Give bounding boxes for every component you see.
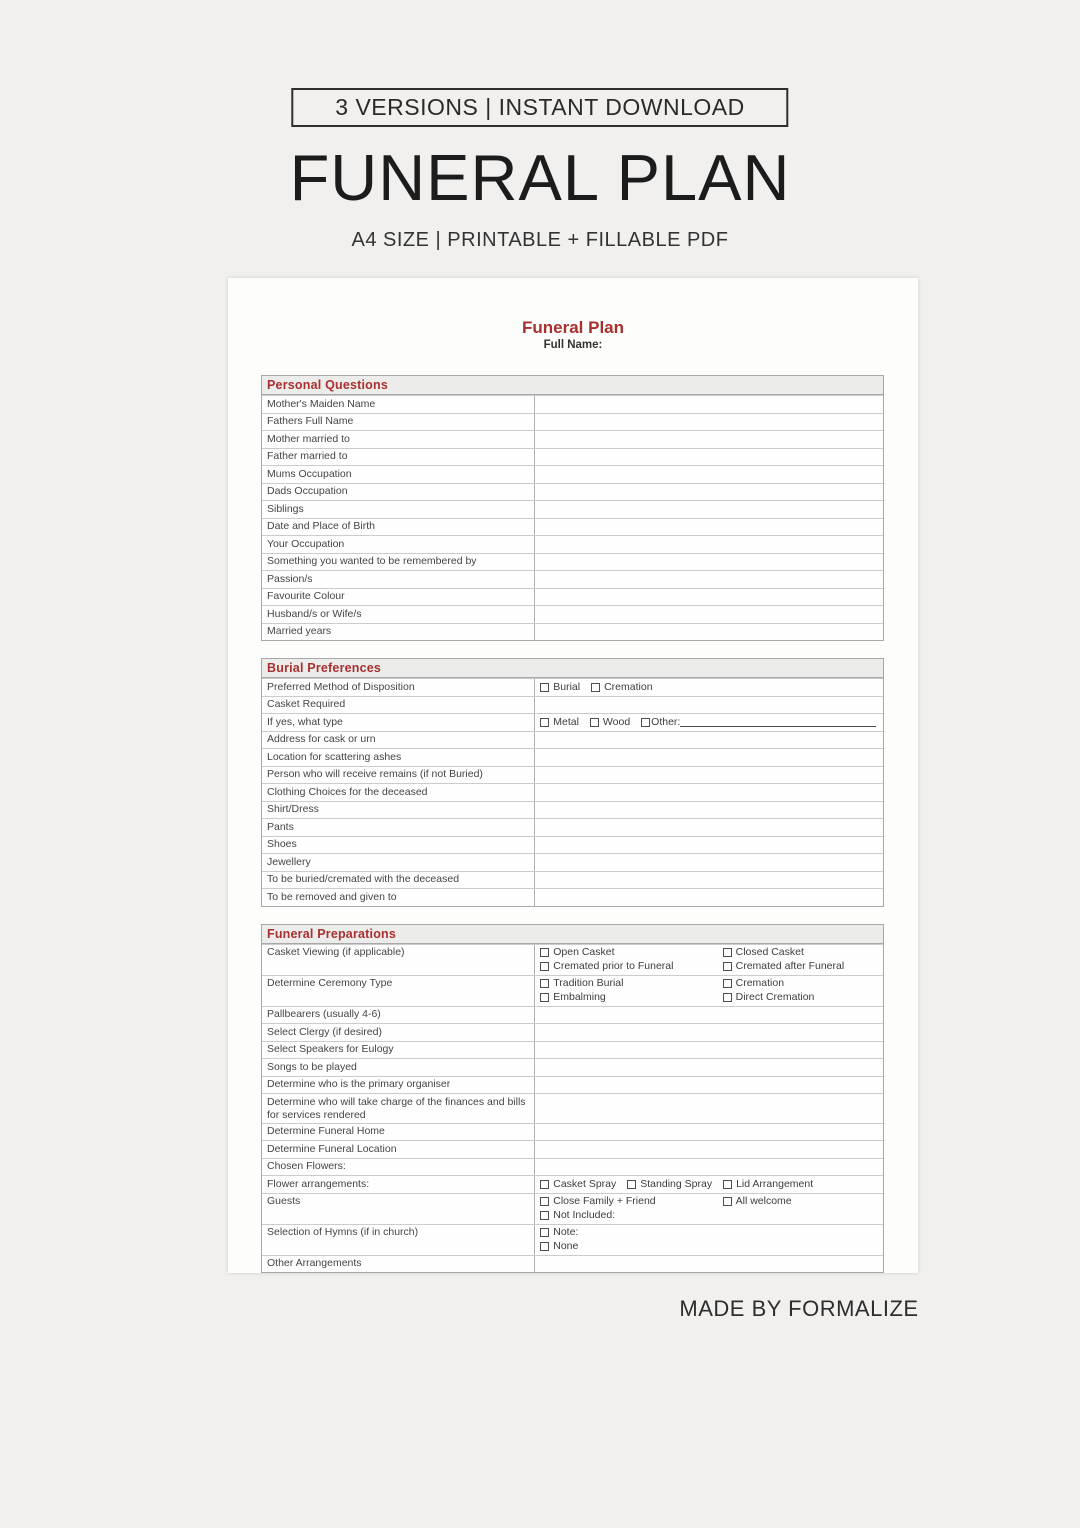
table-row	[262, 944, 883, 975]
row-options	[535, 1194, 883, 1224]
checkbox-label: Burial	[553, 680, 581, 693]
blank-field[interactable]	[535, 1256, 883, 1273]
checkbox-icon	[723, 962, 732, 971]
option-line	[540, 960, 878, 974]
row-label: Shirt/Dress	[262, 802, 535, 819]
form-section	[261, 924, 884, 1274]
row-label: Select Speakers for Eulogy	[262, 1042, 535, 1059]
option-line	[540, 1195, 878, 1209]
checkbox-option[interactable]	[540, 681, 580, 694]
blank-field[interactable]	[535, 624, 883, 641]
table-row	[262, 1041, 883, 1059]
table-row	[262, 888, 883, 906]
blank-field[interactable]	[535, 837, 883, 854]
table-row	[262, 588, 883, 606]
form-title: Funeral Plan	[521, 318, 625, 337]
table-row	[262, 1158, 883, 1176]
blank-field[interactable]	[535, 1094, 883, 1123]
checkbox-option[interactable]	[723, 977, 784, 990]
row-label: Date and Place of Birth	[262, 519, 535, 536]
row-label: Mums Occupation	[262, 466, 535, 483]
option-line	[540, 715, 878, 729]
blank-field[interactable]	[535, 519, 883, 536]
form-sections	[261, 375, 884, 1273]
checkbox-option[interactable]	[590, 716, 630, 729]
checkbox-option[interactable]	[540, 1240, 578, 1253]
table-row	[262, 1093, 883, 1123]
table-row	[262, 975, 883, 1006]
blank-field[interactable]	[535, 1159, 883, 1176]
blank-field[interactable]	[535, 466, 883, 483]
row-label: Preferred Method of Disposition	[262, 679, 535, 696]
table-row	[262, 430, 883, 448]
row-options	[535, 679, 883, 696]
blank-field[interactable]	[535, 431, 883, 448]
table-row	[262, 465, 883, 483]
checkbox-icon	[723, 1180, 732, 1189]
table-row	[262, 713, 883, 731]
row-label: Songs to be played	[262, 1059, 535, 1076]
row-label: Flower arrangements:	[262, 1176, 535, 1193]
row-label: To be buried/cremated with the deceased	[262, 872, 535, 889]
option-line	[540, 1240, 878, 1254]
blank-field[interactable]	[535, 1007, 883, 1024]
table-row	[262, 1140, 883, 1158]
checkbox-option[interactable]	[540, 716, 579, 729]
table-row	[262, 836, 883, 854]
option-line	[540, 1209, 878, 1223]
row-options	[535, 714, 883, 731]
blank-field[interactable]	[535, 606, 883, 623]
row-options	[535, 976, 883, 1006]
checkbox-label: Cremation	[735, 977, 785, 990]
checkbox-label: Not Included:	[553, 1209, 616, 1222]
checkbox-label: Cremated after Funeral	[735, 960, 845, 973]
row-label: Person who will receive remains (if not Buried)	[262, 767, 535, 784]
checkbox-icon	[540, 1211, 549, 1220]
blank-field[interactable]	[535, 697, 883, 714]
blank-field[interactable]	[535, 501, 883, 518]
product-title: FUNERAL PLAN	[289, 141, 791, 214]
checkbox-option[interactable]	[540, 1226, 578, 1239]
table-row	[262, 1023, 883, 1041]
table-row	[262, 678, 883, 696]
checkbox-option[interactable]	[540, 991, 722, 1004]
checkbox-option[interactable]	[723, 991, 815, 1004]
checkbox-icon	[590, 718, 599, 727]
blank-field[interactable]	[535, 819, 883, 836]
blank-field[interactable]	[535, 767, 883, 784]
checkbox-icon	[540, 979, 549, 988]
table-row	[262, 871, 883, 889]
blank-field[interactable]	[535, 1024, 883, 1041]
checkbox-option[interactable]	[723, 1195, 792, 1208]
row-label: To be removed and given to	[262, 889, 535, 906]
row-label: Pants	[262, 819, 535, 836]
checkbox-label: Cremation	[604, 680, 653, 693]
checkbox-label: Embalming	[553, 991, 606, 1004]
row-label: Determine Funeral Home	[262, 1124, 535, 1141]
row-label: Dads Occupation	[262, 484, 535, 501]
blank-field[interactable]	[535, 749, 883, 766]
row-label: Married years	[262, 624, 535, 641]
checkbox-label: Cremated prior to Funeral	[553, 960, 674, 973]
row-label: Guests	[262, 1194, 535, 1224]
blank-field[interactable]	[535, 784, 883, 801]
row-label: Shoes	[262, 837, 535, 854]
row-label: Casket Required	[262, 697, 535, 714]
blank-field[interactable]	[535, 414, 883, 431]
checkbox-icon	[627, 1180, 636, 1189]
section-title: Personal Questions	[262, 376, 883, 395]
table-row	[262, 570, 883, 588]
checkbox-option[interactable]	[540, 1178, 616, 1191]
blank-field[interactable]	[535, 554, 883, 571]
checkbox-icon	[591, 683, 600, 692]
checkbox-label: Other:	[651, 715, 681, 728]
checkbox-icon	[540, 962, 549, 971]
blank-field[interactable]	[535, 1124, 883, 1141]
row-label: Favourite Colour	[262, 589, 535, 606]
checkbox-option[interactable]	[641, 716, 878, 729]
row-label: Select Clergy (if desired)	[262, 1024, 535, 1041]
option-line	[540, 680, 878, 694]
checkbox-option[interactable]	[723, 946, 804, 959]
blank-field[interactable]	[535, 536, 883, 553]
checkbox-icon	[540, 1180, 549, 1189]
table-row	[262, 1193, 883, 1224]
checkbox-label: Wood	[602, 715, 631, 728]
row-label: Determine Funeral Location	[262, 1141, 535, 1158]
checkbox-label: Open Casket	[553, 946, 615, 958]
checkbox-icon	[540, 1228, 549, 1237]
blank-field[interactable]	[535, 449, 883, 466]
row-label: Mother married to	[262, 431, 535, 448]
checkbox-label: Lid Arrangement	[736, 1177, 814, 1190]
table-row	[262, 1175, 883, 1193]
checkbox-option[interactable]	[591, 681, 652, 694]
row-options	[535, 945, 883, 975]
table-row	[262, 1224, 883, 1255]
checkbox-icon	[540, 1197, 549, 1206]
row-options	[535, 1176, 883, 1193]
option-line	[540, 977, 878, 991]
checkbox-icon	[723, 1197, 732, 1206]
option-line	[540, 991, 878, 1005]
table-row	[262, 1058, 883, 1076]
checkbox-option[interactable]	[627, 1178, 712, 1191]
brand-credit: MADE BY FORMALIZE	[679, 1296, 919, 1321]
table-row	[262, 766, 883, 784]
full-name-label: Full Name:	[543, 339, 603, 351]
checkbox-icon	[540, 948, 549, 957]
blank-field[interactable]	[535, 732, 883, 749]
form-section	[261, 658, 884, 907]
table-row	[262, 395, 883, 413]
checkbox-option[interactable]	[540, 977, 722, 990]
product-subtitle: A4 SIZE | PRINTABLE + FILLABLE PDF	[351, 229, 729, 251]
blank-field[interactable]	[535, 589, 883, 606]
checkbox-label: Casket Spray	[553, 1177, 617, 1190]
fill-line[interactable]	[680, 718, 876, 727]
table-row	[262, 500, 883, 518]
checkbox-icon	[641, 718, 650, 727]
option-line	[540, 1177, 878, 1191]
table-row	[262, 783, 883, 801]
row-label: Passion/s	[262, 571, 535, 588]
checkbox-label: Tradition Burial	[553, 977, 624, 990]
checkbox-label: Close Family + Friend	[553, 1195, 656, 1208]
blank-field[interactable]	[535, 1059, 883, 1076]
row-label: Other Arrangements	[262, 1256, 535, 1273]
table-row	[262, 696, 883, 714]
checkbox-option[interactable]	[723, 1178, 813, 1191]
row-label: Husband/s or Wife/s	[262, 606, 535, 623]
table-row	[262, 1006, 883, 1024]
table-row	[262, 448, 883, 466]
checkbox-icon	[540, 718, 549, 727]
checkbox-icon	[723, 993, 732, 1002]
row-label: Your Occupation	[262, 536, 535, 553]
row-label: Something you wanted to be remembered by	[262, 554, 535, 571]
blank-field[interactable]	[535, 396, 883, 413]
row-label: Determine Ceremony Type	[262, 976, 535, 1006]
blank-field[interactable]	[535, 872, 883, 889]
checkbox-label: Closed Casket	[735, 946, 804, 958]
row-options	[535, 1225, 883, 1255]
table-row	[262, 1123, 883, 1141]
checkbox-label: None	[553, 1240, 579, 1253]
checkbox-icon	[723, 948, 732, 957]
section-title: Burial Preferences	[262, 659, 883, 678]
row-label: Determine who will take charge of the finances and bills for services rendered	[262, 1094, 535, 1123]
table-row	[262, 748, 883, 766]
row-label: Casket Viewing (if applicable)	[262, 945, 535, 975]
row-label: Selection of Hymns (if in church)	[262, 1225, 535, 1255]
checkbox-label: Metal	[553, 715, 579, 728]
table-row	[262, 853, 883, 871]
blank-field[interactable]	[535, 802, 883, 819]
checkbox-label: Standing Spray	[640, 1177, 713, 1190]
row-label: If yes, what type	[262, 714, 535, 731]
checkbox-option[interactable]	[723, 960, 845, 973]
table-row	[262, 1076, 883, 1094]
row-label: Jewellery	[262, 854, 535, 871]
blank-field[interactable]	[535, 1077, 883, 1094]
table-row	[262, 413, 883, 431]
table-row	[262, 623, 883, 641]
table-row	[262, 553, 883, 571]
row-label: Fathers Full Name	[262, 414, 535, 431]
checkbox-icon	[723, 979, 732, 988]
blank-field[interactable]	[535, 484, 883, 501]
option-line	[540, 1226, 878, 1240]
section-title: Funeral Preparations	[262, 925, 883, 944]
row-label: Address for cask or urn	[262, 732, 535, 749]
checkbox-option[interactable]	[540, 960, 722, 973]
option-line	[540, 946, 878, 960]
document-preview	[228, 278, 918, 1273]
row-label: Pallbearers (usually 4-6)	[262, 1007, 535, 1024]
row-label: Determine who is the primary organiser	[262, 1077, 535, 1094]
row-label: Location for scattering ashes	[262, 749, 535, 766]
blank-field[interactable]	[535, 1141, 883, 1158]
form-section	[261, 375, 884, 641]
row-label: Siblings	[262, 501, 535, 518]
row-label: Chosen Flowers:	[262, 1159, 535, 1176]
checkbox-option[interactable]	[540, 1209, 722, 1222]
table-row	[262, 605, 883, 623]
checkbox-label: Direct Cremation	[735, 991, 815, 1004]
row-label: Clothing Choices for the deceased	[262, 784, 535, 801]
checkbox-option[interactable]	[540, 946, 722, 959]
table-row	[262, 801, 883, 819]
row-label: Mother's Maiden Name	[262, 396, 535, 413]
table-row	[262, 818, 883, 836]
checkbox-label: All welcome	[735, 1195, 792, 1208]
checkbox-icon	[540, 993, 549, 1002]
checkbox-option[interactable]	[540, 1195, 722, 1208]
row-label: Father married to	[262, 449, 535, 466]
table-row	[262, 535, 883, 553]
table-row	[262, 1255, 883, 1273]
checkbox-icon	[540, 1242, 549, 1251]
checkbox-label: Note:	[553, 1226, 579, 1239]
table-row	[262, 483, 883, 501]
blank-field[interactable]	[535, 571, 883, 588]
blank-field[interactable]	[535, 889, 883, 906]
table-row	[262, 731, 883, 749]
table-row	[262, 518, 883, 536]
blank-field[interactable]	[535, 854, 883, 871]
checkbox-icon	[540, 683, 549, 692]
blank-field[interactable]	[535, 1042, 883, 1059]
version-banner-text: 3 VERSIONS | INSTANT DOWNLOAD	[335, 94, 745, 120]
version-banner	[291, 88, 788, 127]
